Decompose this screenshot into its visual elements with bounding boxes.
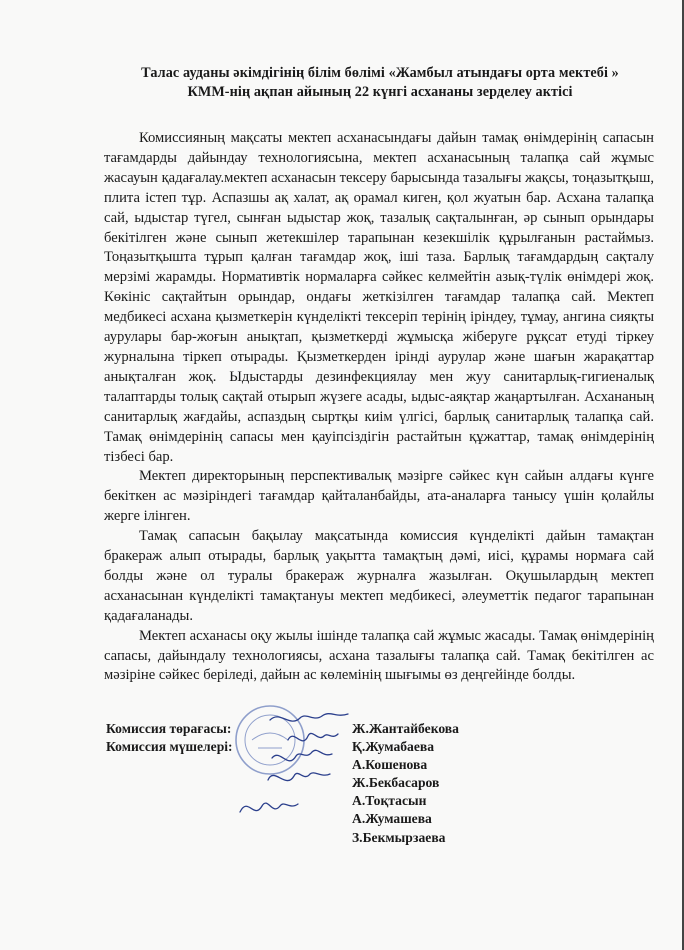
signer-name: А.Жумашева [352,811,432,827]
members-label: Комиссия мүшелері: [106,739,233,754]
signature-names [352,720,459,847]
round-stamp-icon [236,706,304,774]
title-line-2: КММ-нің ақпан айының 22 күнгі асхананы зерделеу актісі [187,84,573,100]
document-body [104,129,654,686]
paragraph-1: Комиссияның мақсаты мектеп асханасындағы дайын тамақ өнімдерінің сапасын тағамдарды дайындау технологиясына, мектеп асханасының талапқа сай жұмыс жасауын қадағалау.мектеп асханасын тексеру барысында тазалығы жақсы, тоңазытқыш, плита істеп тұр. Аспазшы ақ халат, ақ орамал киген, қол жуатын бар. Асхана талапқа сай, ыдыстар түгел, сынған ыдыстар жоқ, тазалық сақталынған, әр сынып орындары бекітілген және сынып жетекшілер тарапынан кезекшілік құрылғанын растаймыз. Тоңазытқышта тұрып қалған тағамдар жоқ, іші таза. Барлық тағамдардың сақталу мерзімі жарамды. Нормативтік нормаларға сәйкес келмейтін азық-түлік өнімдері жоқ. Көкініс сақтайтын орындар, ондағы жеткізілген тағамдар талапқа сай. Мектеп медбикесі асхана қызметкерін күнделікті тексеріп терінің іріндеу, тұмау, ангина сияқты аурулары бар-жоғын анықтап, қызметкерді жұмысқа жіберуге рұқсат етуді тіркеу журналына тіркеп отырады. Қызметкерден ірінді аурулар және шағын жарақаттар анықталған жоқ. Ыдыстарды дезинфекциялау мен жуу санитарлық-гигиеналық талаптарды толық сақтай отырып жүзеге асады, ыдыс-аяқтар жаңартылған. Асхананың санитарлық жағдайы, аспаздың сыртқы киім үлгісі, барлық санитарлық талапқа сай. Тамақ өнімдерінің сапасы мен қауіпсіздігін растайтын құжаттар, тамақ өнімдерінің тізбесі бар. [104,130,654,465]
document-title [90,64,670,102]
signature-chair-icon [270,714,348,721]
signer-name: А.Тоқтасын [352,793,427,809]
paragraph-2: Мектеп директорының перспективалық мәзірге сәйкес күн сайын алдағы күнге бекіткен ас мәзіріндегі тағамдар қайталанбайды, ата-аналарға танысу үшін қолайлы жерге ілінген. [104,468,654,525]
chair-label: Комиссия төрағасы: [106,721,232,736]
signer-name: Ж.Жантайбекова [352,721,459,736]
signer-name: А.Кошенова [352,757,428,773]
signature-member-4-icon [240,803,298,812]
signer-name: Қ.Жумабаева [352,739,435,755]
signature-member-1-icon [288,733,338,740]
signer-name: З.Бекмырзаева [352,829,446,845]
title-line-1: Талас ауданы әкімдігінің білім бөлімі «Жамбыл атындағы орта мектебі » [141,65,619,81]
paragraph-3: Тамақ сапасын бақылау мақсатында комиссия күнделікті дайын тамақтан бракераж алып отырады, барлық уақытта тамақтың дәмі, иісі, құрамы нормаға сай болды және ол туралы бракераж журналға жазылған. Оқушылардың мектеп асханасынан күнделікті тамақтануы мектеп медбикесі, әлеуметтік педагог тарапынан қадағаланады. [104,528,654,624]
signature-labels [106,720,233,756]
paragraph-4: Мектеп асханасы оқу жылы ішінде талапқа сай жұмыс жасады. Тамақ өнімдерінің сапасы, дайындалу технологиясы, асхана тазалығы талапқа сай. Тамақ бекітілген ас мәзіріне сәйкес беріледі, дайын ас көлемінің шығымы өз деңгейінде болды. [104,627,654,684]
signer-name: Ж.Бекбасаров [352,775,440,791]
